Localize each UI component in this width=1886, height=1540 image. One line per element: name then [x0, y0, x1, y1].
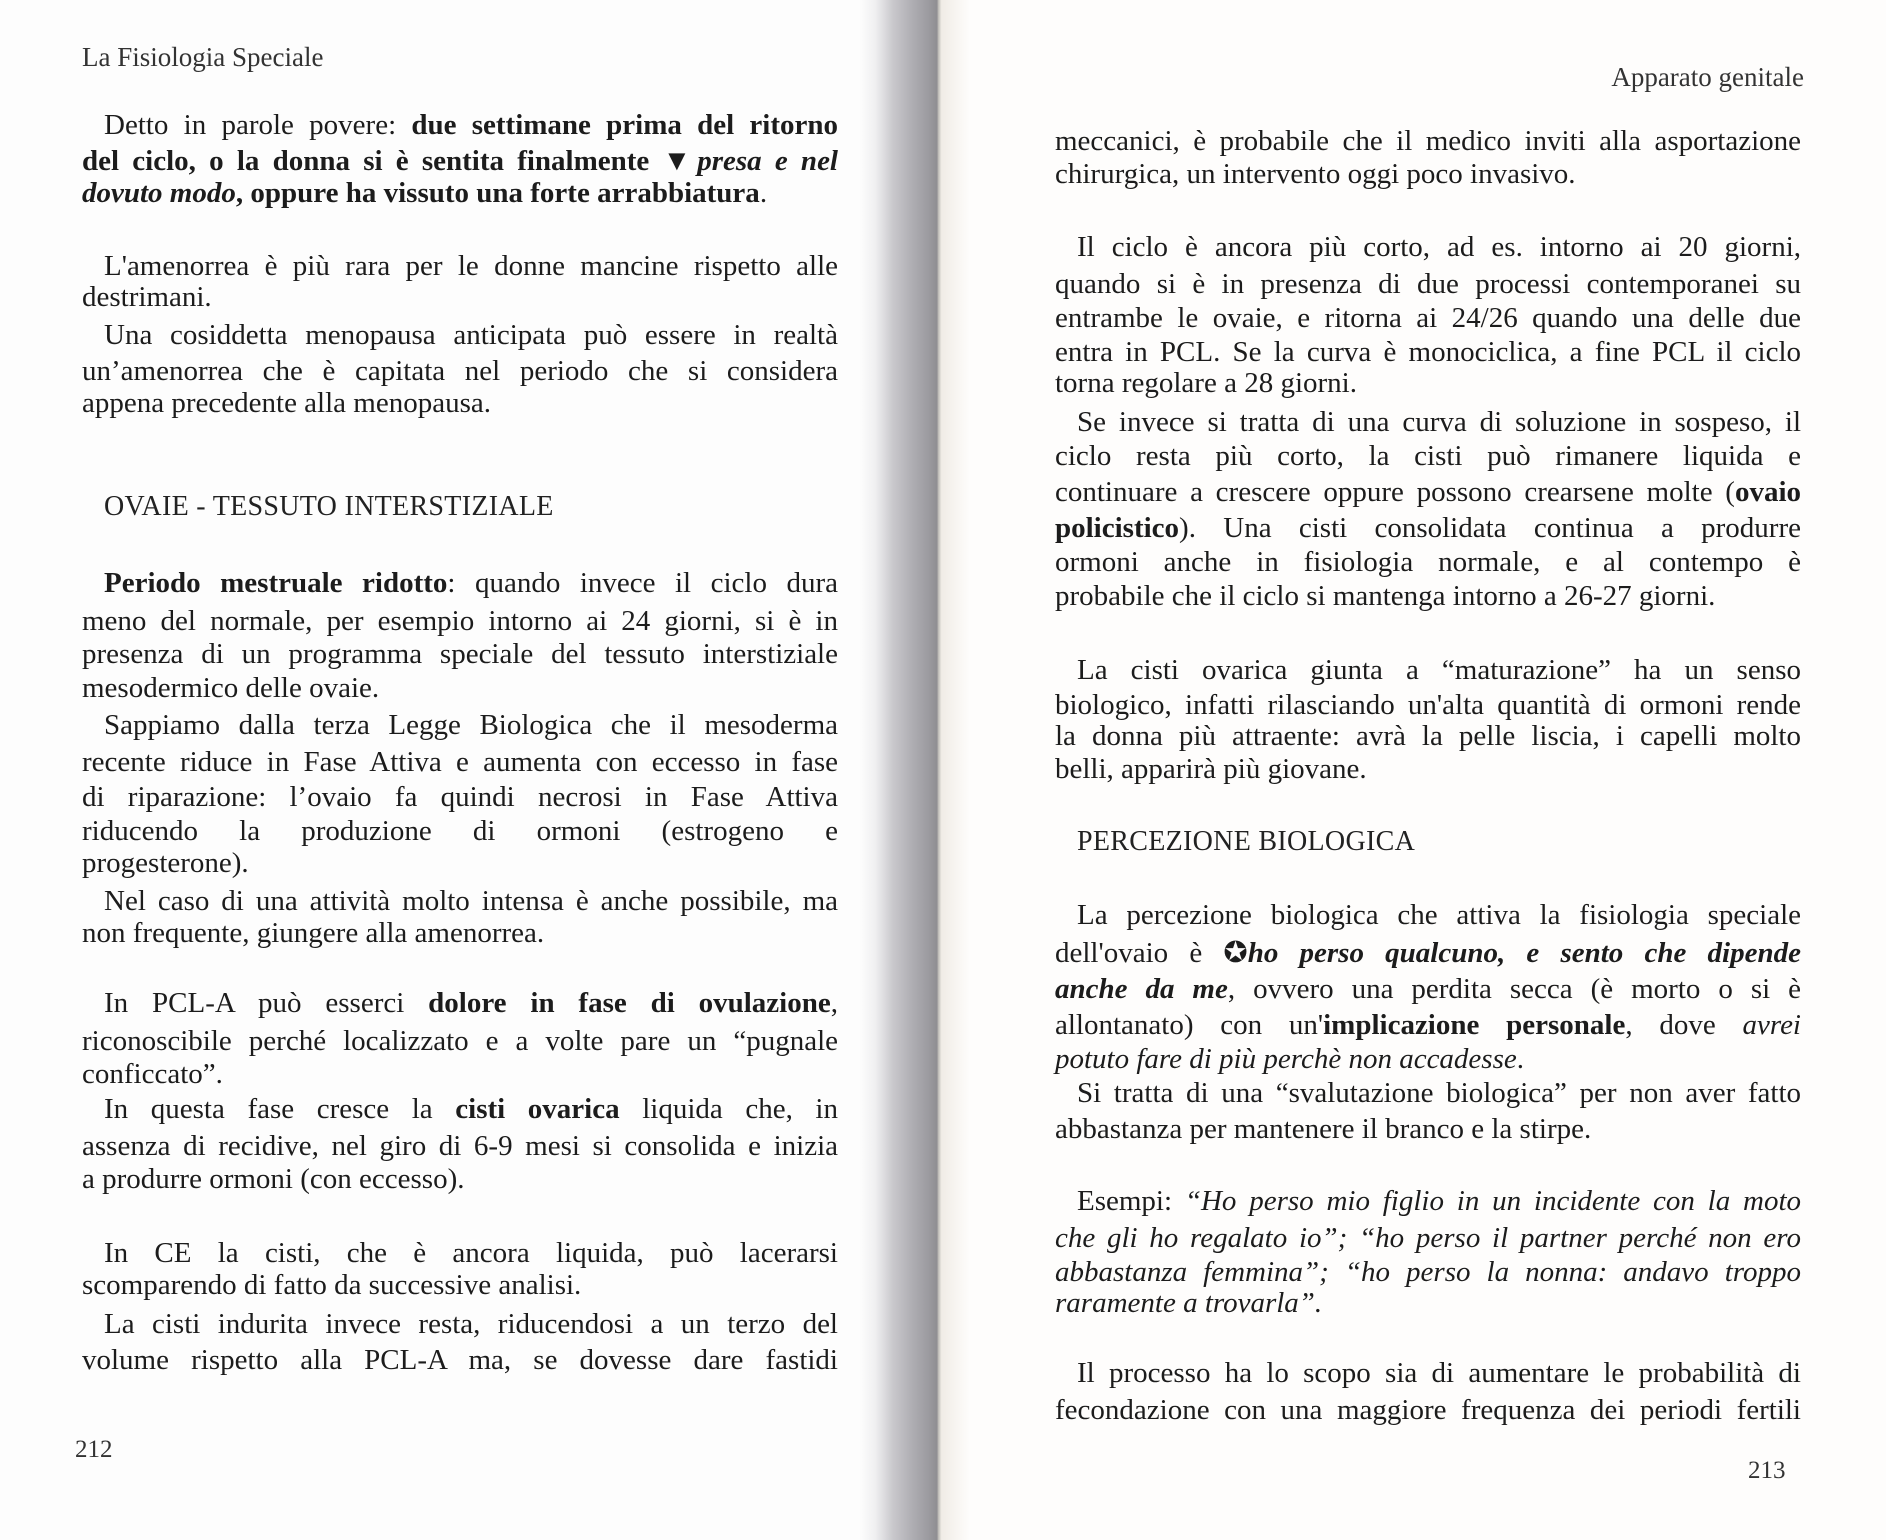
text-run: riducendo la produzione di ormoni (estrogeno e [82, 815, 838, 847]
text-run: quando si è in presenza di due processi contemporanei su [1055, 268, 1801, 300]
text-run: abbastanza per mantenere il branco e la stirpe. [1055, 1113, 1592, 1145]
text-run: volume rispetto alla PCL-A ma, se dovesse dare fastidi [82, 1344, 838, 1376]
text-run: liquida che, in [619, 1093, 838, 1125]
text-run: di riparazione: l’ovaio fa quindi necrosi in Fase Attiva [82, 781, 838, 813]
text-run: L'amenorrea è più rara per le donne mancine rispetto alle [104, 250, 838, 282]
book-gutter-shadow [860, 0, 970, 1540]
text-run: la donna più attraente: avrà la pelle liscia, i capelli molto [1055, 720, 1801, 752]
page-number-left: 212 [75, 1436, 113, 1463]
text-line [1055, 972, 1801, 1006]
text-line [1055, 1393, 1801, 1427]
text-run: recente riduce in Fase Attiva e aumenta con eccesso in fase [82, 746, 838, 778]
text-run: presenza di un programma speciale del tessuto interstiziale [82, 638, 838, 670]
text-line [1055, 898, 1801, 932]
text-run: , dove [1625, 1009, 1743, 1041]
text-line [1055, 124, 1801, 158]
text-line [82, 354, 838, 388]
text-run: ormoni anche in fisiologia normale, e al contempo è [1055, 546, 1801, 578]
text-line [82, 637, 838, 671]
text-line [82, 566, 838, 600]
text-run: a produrre ormoni (con eccesso). [82, 1163, 465, 1195]
text-line [82, 708, 838, 742]
text-run: raramente a trovarla”. [1055, 1287, 1323, 1319]
text-line [82, 814, 838, 848]
text-line [1055, 936, 1801, 970]
text-line [1055, 335, 1801, 369]
text-run: dolore in fase di ovulazione [428, 987, 831, 1019]
text-run: allontanato) con un' [1055, 1009, 1324, 1041]
text-run: cisti ovarica [455, 1093, 620, 1125]
text-run: PERCEZIONE BIOLOGICA [1077, 826, 1416, 857]
text-run: Se invece si tratta di una curva di soluzione in sospeso, il [1077, 406, 1801, 438]
text-line [82, 108, 838, 142]
text-run: che gli ho regalato io”; “ho perso il partner perché non ero [1055, 1222, 1801, 1254]
text-run: Una cosiddetta menopausa anticipata può essere in realtà [104, 319, 838, 351]
text-line [1055, 752, 1801, 786]
text-run: del ciclo, o la donna si è sentita finalmente [82, 145, 663, 177]
text-run: scomparendo di fatto da successive analisi. [82, 1269, 582, 1301]
text-line [82, 671, 838, 705]
text-run: Esempi: [1077, 1185, 1185, 1217]
text-line [1055, 1356, 1801, 1390]
text-run: . [1516, 1043, 1524, 1075]
text-line [82, 386, 838, 420]
text-line [1055, 157, 1801, 191]
text-run: continuare a crescere oppure possono crearsene molte ( [1055, 476, 1735, 508]
text-run: chirurgica, un intervento oggi poco invasivo. [1055, 158, 1576, 190]
text-run: riconoscibile perché localizzato e a volte pare un “pugnale [82, 1025, 838, 1057]
text-run: mesodermico delle ovaie. [82, 672, 380, 704]
text-run: appena precedente alla menopausa. [82, 387, 492, 419]
text-line [1055, 301, 1801, 335]
text-run: In PCL-A può esserci [104, 987, 429, 1019]
text-line [82, 1236, 838, 1270]
text-run: In CE la cisti, che è ancora liquida, può lacerarsi [104, 1237, 838, 1269]
text-line [82, 1092, 838, 1126]
text-run: Sappiamo dalla terza Legge Biologica che il mesoderma [104, 709, 838, 741]
text-line [1055, 1008, 1801, 1042]
text-run: abbastanza femmina”; “ho perso la nonna: andavo troppo [1055, 1256, 1801, 1288]
text-line [82, 780, 838, 814]
text-line [1055, 1221, 1801, 1255]
text-run: , [830, 987, 838, 1019]
text-line [1055, 545, 1801, 579]
text-line [1055, 511, 1801, 545]
text-run: La cisti indurita invece resta, riducendosi a un terzo del [104, 1308, 838, 1340]
down-triangle-icon: ▼ [662, 145, 698, 177]
text-line [1055, 475, 1801, 509]
text-run: Detto in parole povere: [104, 109, 412, 141]
text-line [82, 1307, 838, 1341]
text-line [1055, 1042, 1801, 1076]
text-run: anche da me [1055, 973, 1228, 1005]
text-run: : quando invece il ciclo dura [447, 567, 838, 599]
section-heading [1055, 826, 1823, 858]
text-run: ciclo resta più corto, la cisti può rimanere liquida e [1055, 440, 1801, 472]
text-run: avrei [1742, 1009, 1801, 1041]
text-line [82, 1057, 838, 1091]
text-run: ovaio [1734, 476, 1801, 508]
text-line [82, 916, 838, 950]
text-run: conficcato”. [82, 1058, 223, 1090]
text-run: dovuto modo [82, 177, 236, 209]
text-run: non frequente, giungere alla amenorrea. [82, 917, 545, 949]
text-run: entrambe le ovaie, e ritorna ai 24/26 quando una delle due [1055, 302, 1801, 334]
text-line [1055, 688, 1801, 722]
text-run: ho perso qualcuno, e sento che dipende [1247, 937, 1801, 969]
text-line [1055, 719, 1801, 753]
text-run: belli, apparirà più giovane. [1055, 753, 1367, 785]
text-run: Nel caso di una attività molto intensa è anche possibile, ma [104, 885, 838, 917]
text-run: potuto fare di più perchè non accadesse [1055, 1043, 1517, 1075]
text-run: fecondazione con una maggiore frequenza dei periodi fertili [1055, 1394, 1801, 1426]
text-run: presa e nel [697, 145, 838, 177]
page-number-right: 213 [1748, 1457, 1786, 1484]
text-run: Si tratta di una “svalutazione biologica” per non aver fatto [1077, 1077, 1801, 1109]
text-run: dell'ovaio è [1055, 937, 1224, 969]
text-run: In questa fase cresce la [104, 1093, 456, 1125]
text-line [82, 1162, 838, 1196]
text-run: entra in PCL. Se la curva è monociclica, a fine PCL il ciclo [1055, 336, 1801, 368]
text-line [82, 846, 838, 880]
text-line [1055, 1112, 1801, 1146]
text-line [82, 1268, 838, 1302]
text-line [1055, 579, 1801, 613]
text-run: La percezione biologica che attiva la fisiologia speciale [1077, 899, 1801, 931]
text-line [1055, 267, 1801, 301]
text-run: destrimani. [82, 281, 212, 313]
text-run: policistico [1055, 512, 1180, 544]
section-heading [82, 491, 860, 523]
text-line [82, 745, 838, 779]
text-run: Periodo mestruale ridotto [104, 567, 448, 599]
text-run: “Ho perso mio figlio in un incidente con la moto [1184, 1185, 1801, 1217]
text-line [1055, 405, 1801, 439]
running-head-left: La Fisiologia Speciale [82, 42, 324, 72]
text-line [82, 318, 838, 352]
text-run: probabile che il ciclo si mantenga intorno a 26-27 giorni. [1055, 580, 1716, 612]
text-line [82, 280, 838, 314]
circled-star-icon: ✪ [1223, 937, 1248, 969]
text-line [82, 884, 838, 918]
text-run: torna regolare a 28 giorni. [1055, 367, 1357, 399]
text-run: Il ciclo è ancora più corto, ad es. intorno ai 20 giorni, [1077, 231, 1801, 263]
text-run: un’amenorrea che è capitata nel periodo che si considera [82, 355, 838, 387]
text-line [1055, 1255, 1801, 1289]
text-line [82, 176, 838, 210]
text-run: , oppure ha vissuto una forte arrabbiatura [235, 177, 760, 209]
text-line [1055, 366, 1801, 400]
text-line [1055, 230, 1801, 264]
text-run: implicazione personale [1323, 1009, 1626, 1041]
text-run: progesterone). [82, 847, 249, 879]
text-line [82, 604, 838, 638]
text-line [82, 986, 838, 1020]
text-line [82, 1129, 838, 1163]
text-run: biologico, infatti rilasciando un'alta quantità di ormoni rende [1055, 689, 1801, 721]
text-line [1055, 653, 1801, 687]
text-line [82, 1024, 838, 1058]
text-line [1055, 1076, 1801, 1110]
text-run: OVAIE - TESSUTO INTERSTIZIALE [104, 491, 554, 522]
text-line [1055, 1184, 1801, 1218]
text-run: . [759, 177, 768, 209]
text-run: , ovvero una perdita secca (è morto o si è [1227, 973, 1801, 1005]
running-head-right: Apparato genitale [1611, 62, 1804, 92]
text-run: Il processo ha lo scopo sia di aumentare le probabilità di [1077, 1357, 1801, 1389]
text-run: meccanici, è probabile che il medico inviti alla asportazione [1055, 125, 1801, 157]
text-run: due settimane prima del ritorno [411, 109, 838, 141]
text-run: meno del normale, per esempio intorno ai 24 giorni, si è in [82, 605, 838, 637]
text-line [1055, 1286, 1801, 1320]
text-run: ). Una cisti consolidata continua a produrre [1179, 512, 1801, 544]
text-line [82, 249, 838, 283]
text-line [1055, 439, 1801, 473]
text-line [82, 1343, 838, 1377]
text-line [82, 144, 838, 178]
text-run: assenza di recidive, nel giro di 6-9 mesi si consolida e inizia [82, 1130, 838, 1162]
text-run: La cisti ovarica giunta a “maturazione” ha un senso [1077, 654, 1801, 686]
